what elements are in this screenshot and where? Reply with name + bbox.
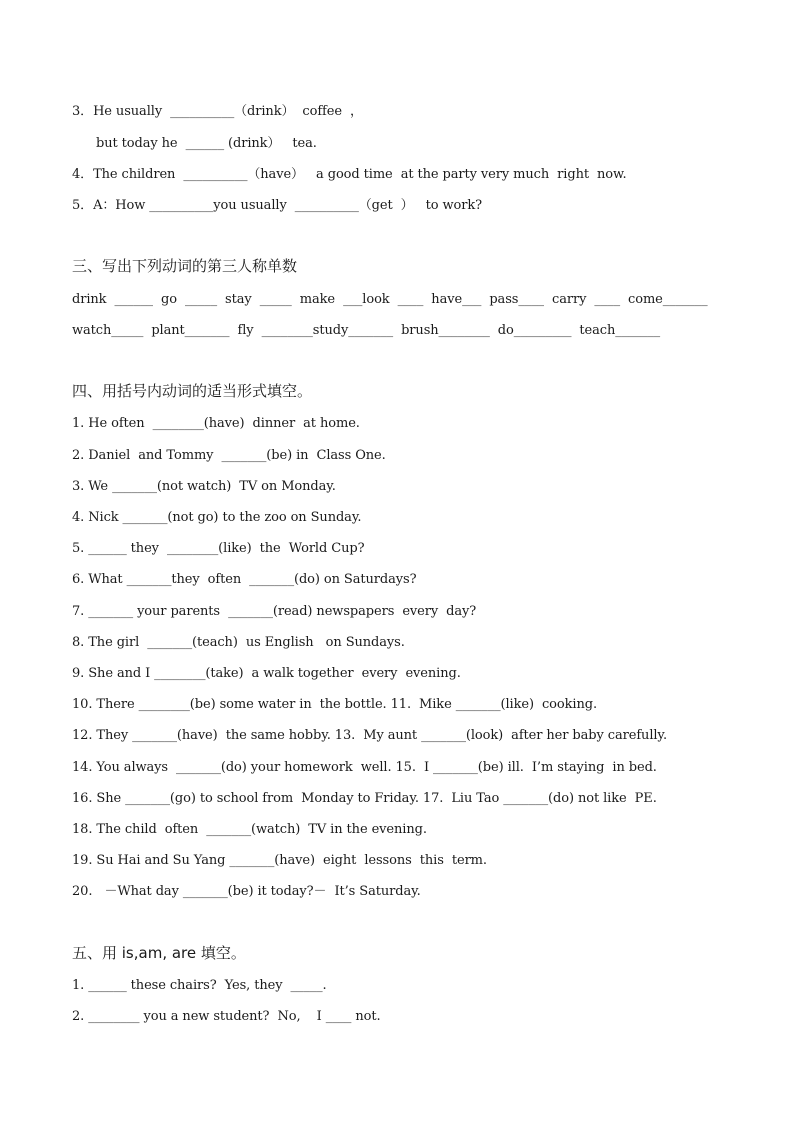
question-line: 4．The children __________（have） a good time at the party very much right now. xyxy=(72,167,627,182)
question-line: 19. Su Hai and Su Yang _______(have) eight lessons this term. xyxy=(72,853,487,868)
question-line: 2. Daniel and Tommy _______(be) in Class One. xyxy=(72,448,386,463)
question-line: 3．He usually __________（drink） coffee ， xyxy=(72,104,363,119)
question-line: 8. The girl _______(teach) us English on Sundays. xyxy=(72,635,405,650)
question-line: 7. _______ your parents _______(read) newspapers every day? xyxy=(72,604,477,619)
question-line: watch_____ plant_______ fly ________study_______ brush________ do_________ teach_______ xyxy=(72,323,661,338)
question-line: 14. You always _______(do) your homework well. 15. I _______(be) ill. I’m staying in bed. xyxy=(72,760,657,775)
question-line: 2. ________ you a new student? No, I ____ not. xyxy=(72,1009,381,1024)
question-line: 6. What _______they often _______(do) on Saturdays? xyxy=(72,572,417,587)
question-line: 12. They _______(have) the same hobby. 13. My aunt _______(look) after her baby carefully. xyxy=(72,728,667,743)
question-line: 4. Nick _______(not go) to the zoo on Sunday. xyxy=(72,510,362,525)
question-line: 1. ______ these chairs? Yes, they _____. xyxy=(72,978,327,993)
question-line: 3. We _______(not watch) TV on Monday. xyxy=(72,479,336,494)
question-line: 20. －What day _______(be) it today?－ It’s Saturday. xyxy=(72,884,421,899)
question-line: 1. He often ________(have) dinner at home. xyxy=(72,416,360,431)
section-heading: 三、写出下列动词的第三人称单数 xyxy=(72,257,298,275)
question-line: 10. There ________(be) some water in the bottle. 11. Mike _______(like) cooking. xyxy=(72,697,597,712)
question-line: drink ______ go _____ stay _____ make ___look ____ have___ pass____ carry ____ come_______ xyxy=(72,292,708,307)
question-line: 9. She and I ________(take) a walk together every evening. xyxy=(72,666,461,681)
question-line: 16. She _______(go) to school from Monday to Friday. 17. Liu Tao _______(do) not like PE. xyxy=(72,791,657,806)
question-line: but today he ______ (drink） tea. xyxy=(96,136,317,151)
section-heading: 四、用括号内动词的适当形式填空。 xyxy=(72,382,313,400)
question-line: 18. The child often _______(watch) TV in the evening. xyxy=(72,822,427,837)
section-heading: 五、用 is,am, are 填空。 xyxy=(72,944,246,962)
question-line: 5. ______ they ________(like) the World Cup? xyxy=(72,541,365,556)
question-line: 5．A：How __________you usually __________（get ） to work? xyxy=(72,198,483,213)
